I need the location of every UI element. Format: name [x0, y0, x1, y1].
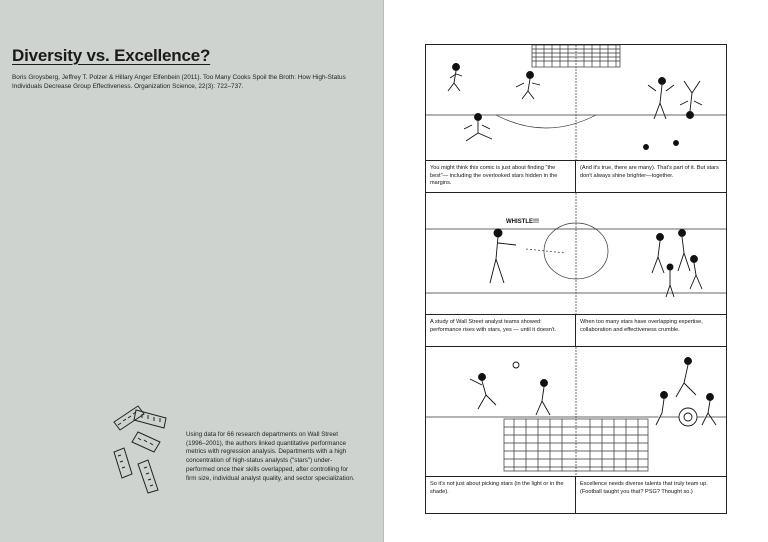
- goalmouth-scene-illustration: [426, 45, 726, 161]
- panel-3-art: [425, 346, 727, 478]
- panel-1-captions: [425, 160, 727, 194]
- caption-2b: When too many stars have overlapping expertise, collaboration and effectiveness crumble.: [580, 319, 703, 333]
- panel-3-captions: [425, 476, 727, 514]
- caption-3a: So it's not just about picking stars (in the light or in the shade).: [426, 477, 576, 513]
- caption-2a: A study of Wall Street analyst teams showed: performance rises with stars, yes — until it doesn't.: [426, 315, 576, 347]
- caption-3b: Excellence needs diverse talents that truly team up. (Football taught you that? PSG? Thought so.): [580, 481, 708, 495]
- whistle-sound-effect: WHISTLE!!!: [506, 219, 539, 225]
- right-page: [384, 0, 768, 542]
- caption-1b: (And it's true, there are many). That's part of it. But stars don't always shine brighter—together.: [580, 165, 719, 179]
- citation: Boris Groysberg, Jeffrey T. Polzer & Hillary Anger Elfenbein (2011). Too Many Cooks Spoil the Broth: How High-Status Individuals Decrease Group Effectiveness. Organization Science, 22(3): 722–737.: [12, 74, 346, 90]
- panel-2-captions: [425, 314, 727, 348]
- panel-2-art: [425, 192, 727, 316]
- ruler-doodle-illustration: [108, 398, 178, 494]
- goal-pileup-scene-illustration: [426, 347, 726, 477]
- comic-strip: [425, 44, 727, 513]
- panel-1-art: [425, 44, 727, 162]
- study-summary: Using data for 66 research departments on Wall Street (1996–2001), the authors linked quantitative performance metrics with regression analysis. Departments with a high concentration of high-status analysts ("stars") under-performed once their skills overlapped, after controlling for firm size, individual analyst quality, and sector specialization.: [186, 431, 355, 482]
- page-title: Diversity vs. Excellence?: [12, 46, 211, 65]
- referee-whistle-scene-illustration: [426, 193, 726, 315]
- caption-1a: You might think this comic is just about finding "the best"— including the overlooked stars hidden in the margins.: [426, 161, 576, 193]
